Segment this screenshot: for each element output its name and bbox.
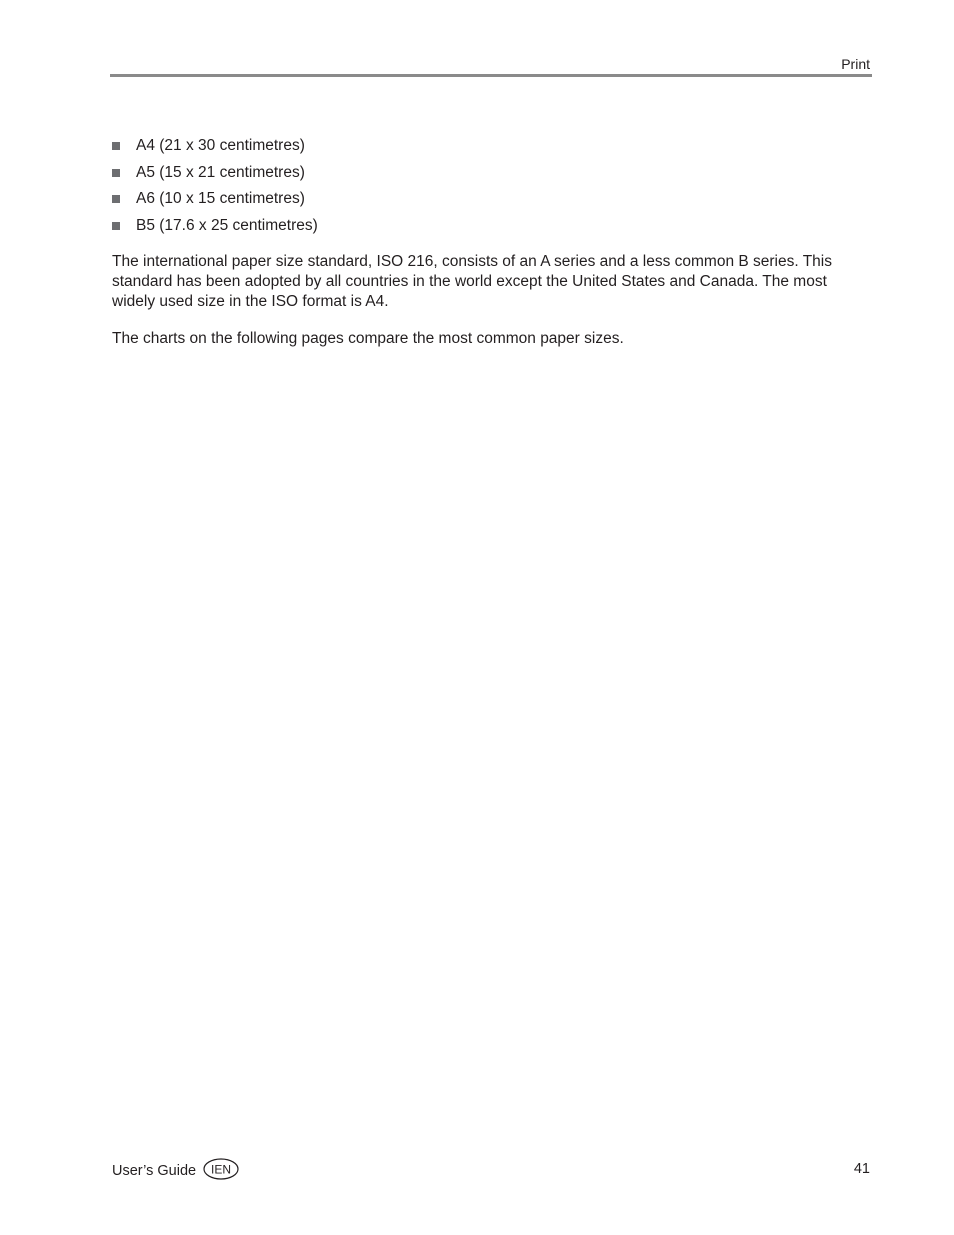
page-footer xyxy=(112,1158,239,1184)
language-badge-icon xyxy=(203,1158,239,1184)
guide-label: User’s Guide xyxy=(112,1163,197,1179)
list-item-text: A5 (15 x 21 centimetres) xyxy=(136,163,305,181)
list-item xyxy=(112,164,318,191)
list-item-text: A6 (10 x 15 centimetres) xyxy=(136,190,305,208)
list-item-text: B5 (17.6 x 25 centimetres) xyxy=(136,217,318,235)
section-title: Print xyxy=(841,56,870,72)
paper-size-list xyxy=(112,137,318,244)
charts-intro-paragraph: The charts on the following pages compare the most common paper sizes. xyxy=(112,330,624,347)
page-number: 41 xyxy=(853,1161,870,1177)
square-bullet-icon xyxy=(112,142,120,150)
header-divider xyxy=(110,74,872,77)
square-bullet-icon xyxy=(112,169,120,177)
list-item xyxy=(112,217,318,244)
list-item xyxy=(112,137,318,164)
square-bullet-icon xyxy=(112,222,120,230)
list-item xyxy=(112,190,318,217)
square-bullet-icon xyxy=(112,195,120,203)
list-item-text: A4 (21 x 30 centimetres) xyxy=(136,137,305,154)
language-badge-text: IEN xyxy=(211,1162,232,1177)
iso-standard-paragraph: The international paper size standard, ISO 216, consists of an A series and a less common B series. This standard has been adopted by all countries in the world except the United States and Canada. The most widely used size in the ISO format is A4. xyxy=(112,253,832,310)
